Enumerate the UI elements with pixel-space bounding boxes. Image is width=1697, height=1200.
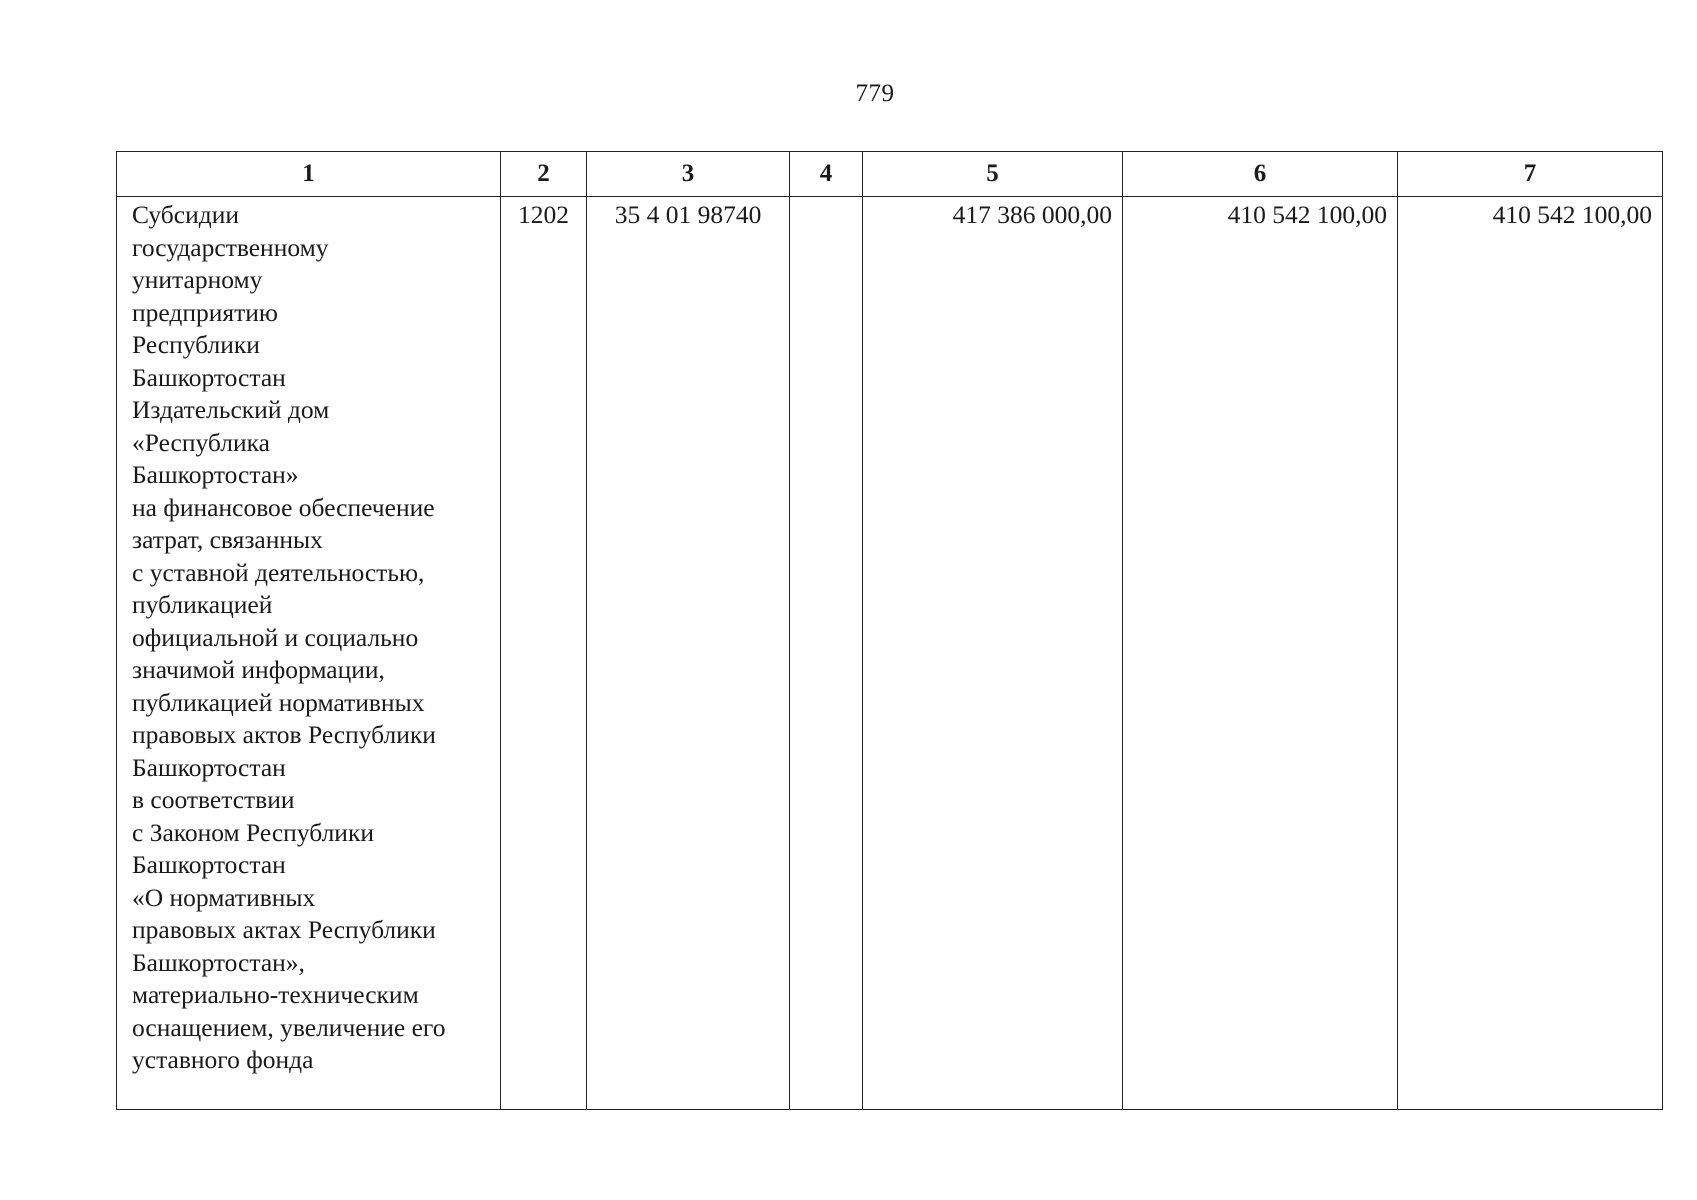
description-line: Субсидии — [132, 200, 239, 229]
description-line: Республики — [132, 330, 260, 359]
description-line: с Законом Республики — [132, 817, 374, 847]
column-header-6: 6 — [1123, 152, 1398, 197]
description-line: в соответствии — [132, 785, 295, 814]
section-code-cell: 1202 — [501, 197, 587, 1110]
description-line: Башкортостан — [132, 850, 286, 879]
description-line: предприятию — [132, 297, 278, 327]
description-line: официальной и социально — [132, 622, 419, 652]
table-header-row — [117, 152, 1663, 197]
description-cell — [117, 197, 501, 1110]
description-line: государственному — [132, 232, 329, 262]
amount-cell-col6: 410 542 100,00 — [1123, 197, 1398, 1110]
description-line: Башкортостан» — [132, 460, 299, 489]
description-line: материально-техническим — [132, 980, 419, 1009]
amount-cell-col5: 417 386 000,00 — [863, 197, 1123, 1110]
description-line: значимой информации, — [132, 655, 385, 684]
description-line: публикацией нормативных — [132, 687, 425, 717]
column-header-4: 4 — [790, 152, 863, 197]
column-header-1: 1 — [117, 152, 501, 197]
description-line: оснащением, увеличение его — [132, 1012, 446, 1042]
expense-type-cell — [790, 197, 863, 1110]
column-header-7: 7 — [1398, 152, 1663, 197]
column-header-3: 3 — [587, 152, 790, 197]
column-header-2: 2 — [501, 152, 587, 197]
amount-cell-col7: 410 542 100,00 — [1398, 197, 1663, 1110]
description-line: с уставной деятельностью, — [132, 557, 425, 587]
table-row — [117, 197, 1663, 1110]
description-line: уставного фонда — [132, 1045, 314, 1074]
description-line: Башкортостан — [132, 362, 286, 392]
target-article-cell: 35 4 01 98740 — [587, 197, 790, 1110]
description-line: на финансовое обеспечение — [132, 492, 435, 522]
description-line: «Республика — [132, 427, 270, 457]
budget-table — [116, 151, 1663, 1110]
description-line: «О нормативных — [132, 882, 316, 912]
description-line: унитарному — [132, 265, 263, 294]
description-line: публикацией — [132, 590, 273, 619]
description-line: Башкортостан», — [132, 947, 305, 977]
description-line: Издательский дом — [132, 395, 330, 424]
description-line: Башкортостан — [132, 752, 286, 782]
page-number: 779 — [855, 80, 895, 107]
description-line: правовых актов Республики — [132, 720, 436, 749]
column-header-5: 5 — [863, 152, 1123, 197]
description-line: затрат, связанных — [132, 525, 323, 554]
description-line: правовых актах Республики — [132, 915, 436, 944]
